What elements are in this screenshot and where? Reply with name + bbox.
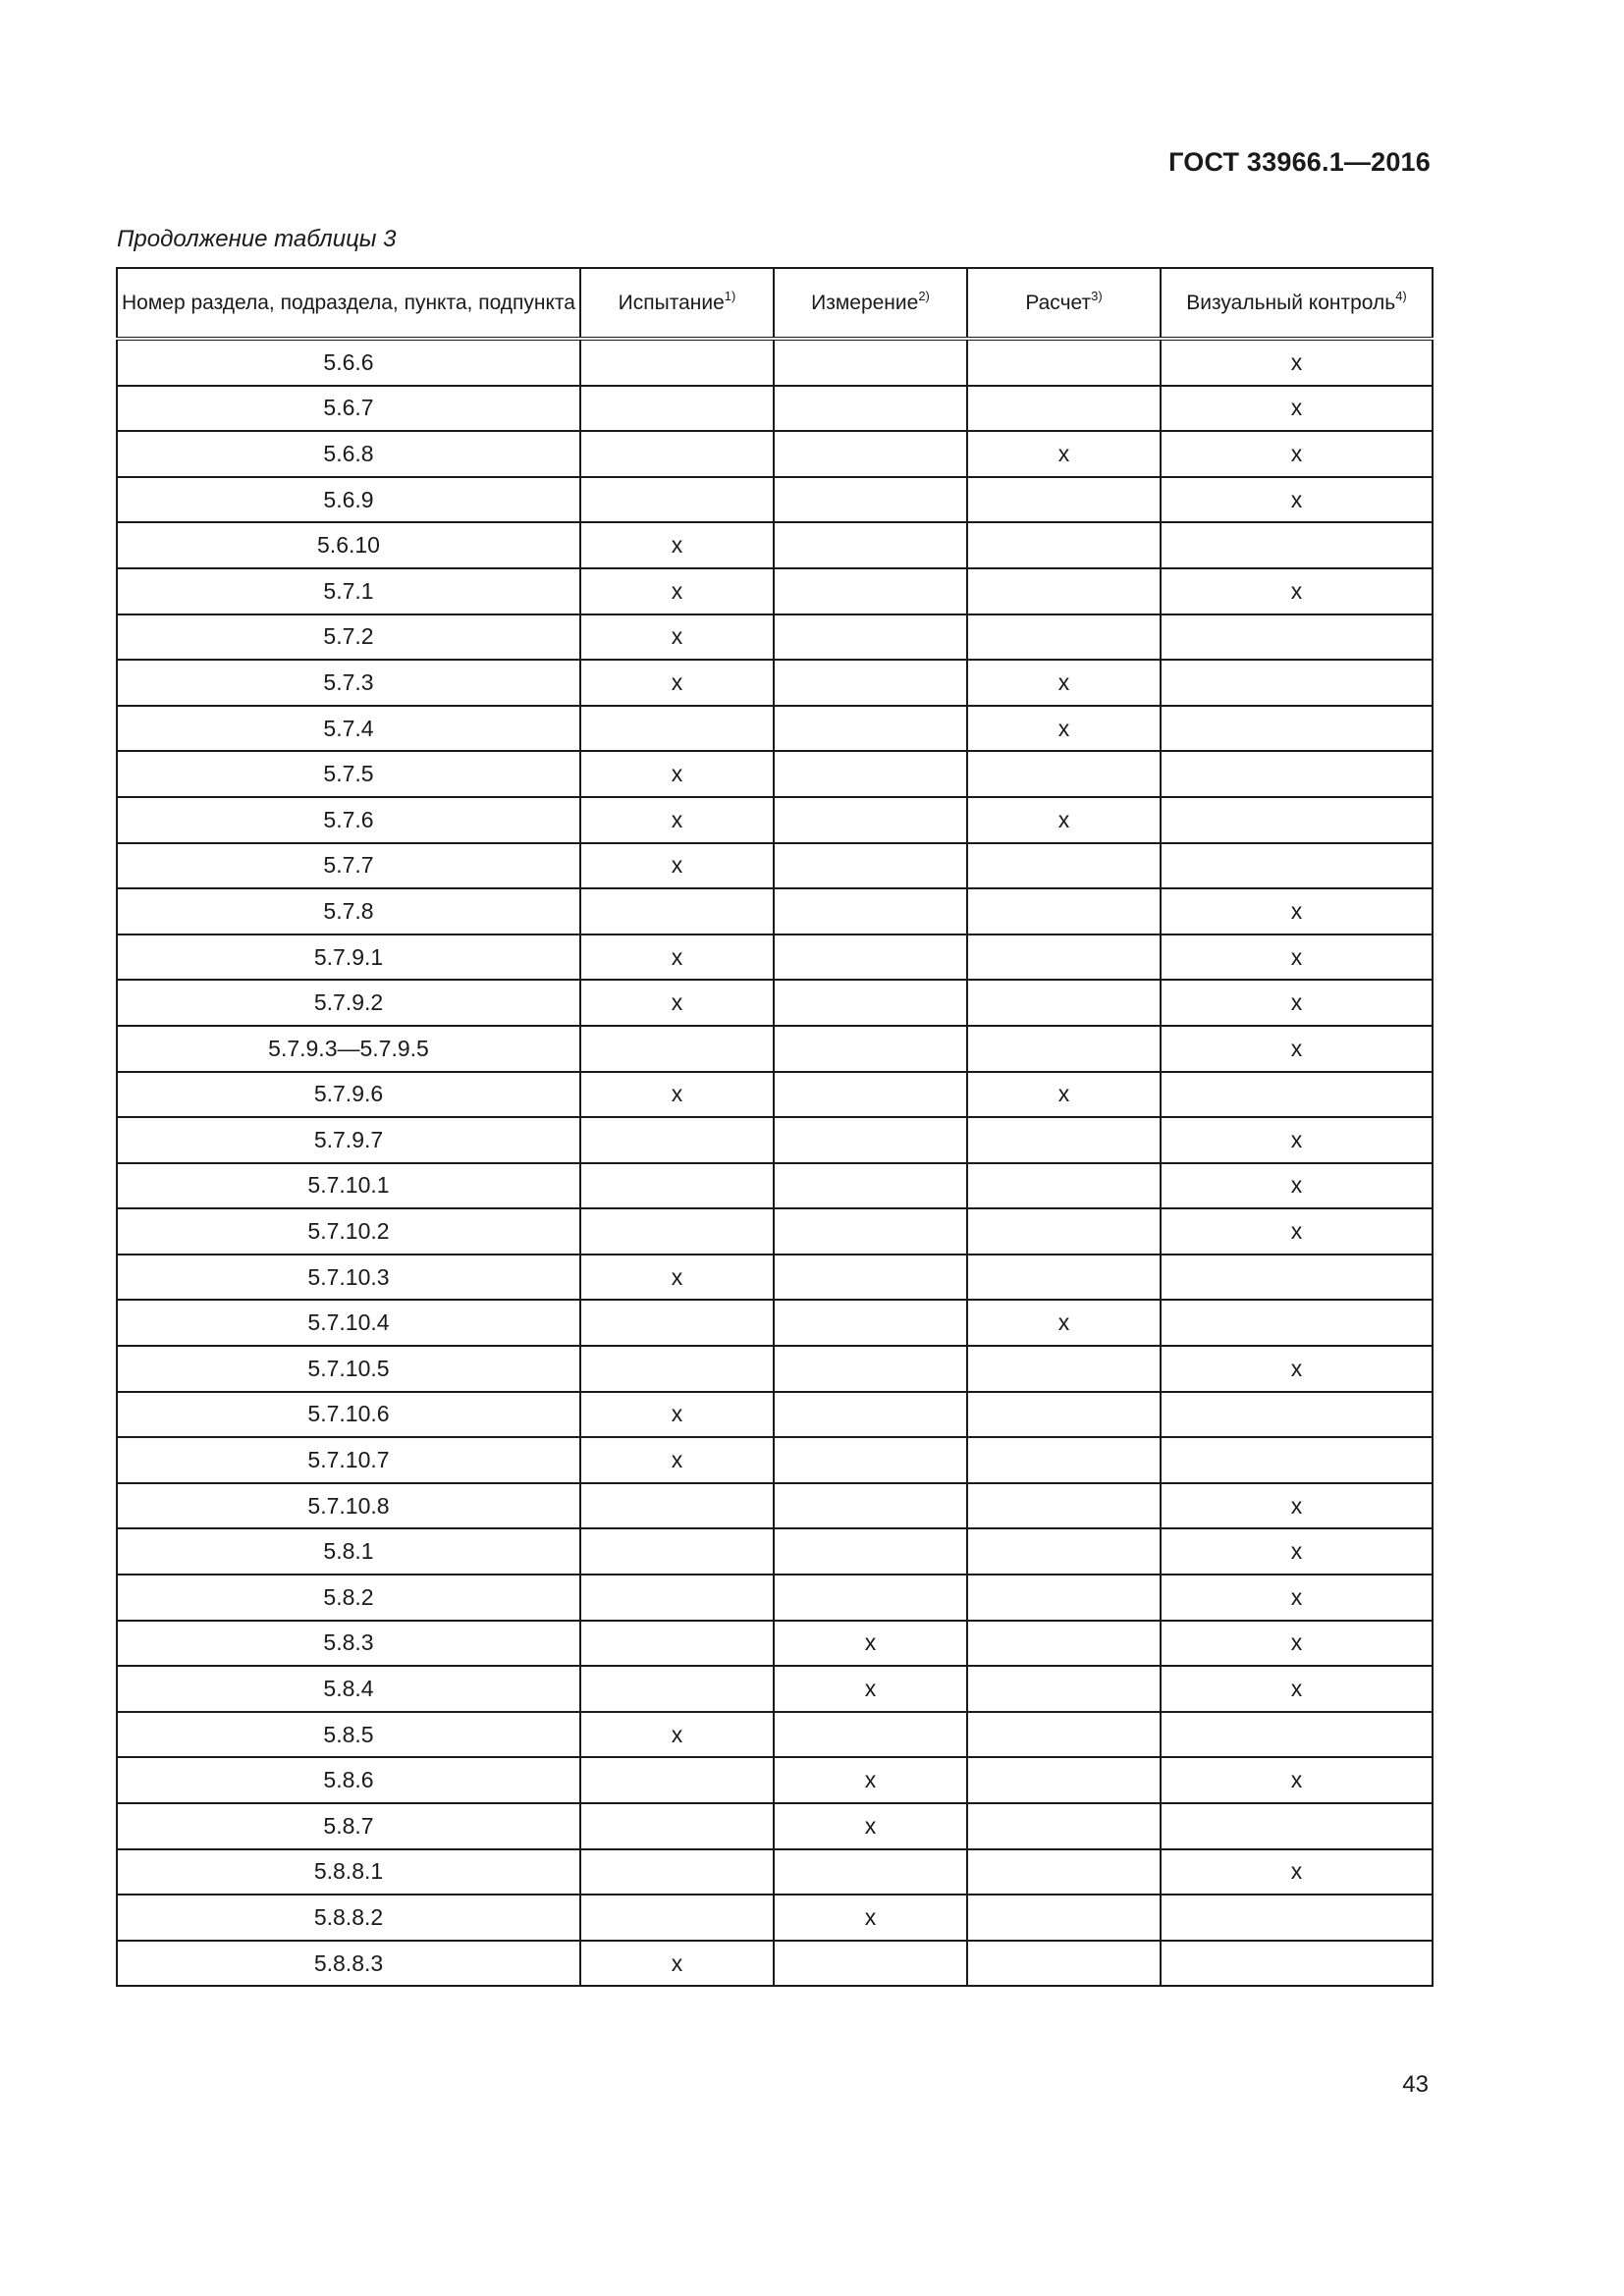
- test-cell: [580, 1666, 774, 1712]
- test-cell: [580, 1621, 774, 1667]
- test-cell: x: [580, 1437, 774, 1483]
- table-row: [117, 1255, 1433, 1301]
- section-number-cell: 5.7.9.2: [117, 980, 580, 1026]
- visual-inspection-cell: x: [1161, 888, 1433, 934]
- visual-inspection-cell: x: [1161, 1117, 1433, 1163]
- measurement-cell: [774, 888, 967, 934]
- table-row: [117, 980, 1433, 1026]
- measurement-cell: [774, 1392, 967, 1438]
- measurement-cell: [774, 477, 967, 523]
- section-number-cell: 5.7.8: [117, 888, 580, 934]
- test-cell: [580, 1163, 774, 1209]
- table-row: [117, 1528, 1433, 1575]
- section-number-cell: 5.7.9.1: [117, 934, 580, 981]
- measurement-cell: [774, 1117, 967, 1163]
- visual-inspection-cell: [1161, 1392, 1433, 1438]
- measurement-cell: x: [774, 1666, 967, 1712]
- test-cell: [580, 1528, 774, 1575]
- measurement-cell: x: [774, 1803, 967, 1849]
- table-row: [117, 614, 1433, 661]
- calculation-cell: [967, 1666, 1161, 1712]
- visual-inspection-cell: x: [1161, 1483, 1433, 1529]
- test-cell: x: [580, 1712, 774, 1758]
- test-cell: [580, 1026, 774, 1072]
- section-number-cell: 5.8.8.1: [117, 1849, 580, 1896]
- measurement-cell: x: [774, 1895, 967, 1941]
- visual-inspection-cell: x: [1161, 1208, 1433, 1255]
- table-row: [117, 1849, 1433, 1896]
- table-row: [117, 751, 1433, 797]
- calculation-cell: [967, 1803, 1161, 1849]
- visual-inspection-cell: [1161, 1895, 1433, 1941]
- table-row: [117, 706, 1433, 752]
- section-number-cell: 5.8.2: [117, 1575, 580, 1621]
- calculation-cell: x: [967, 1072, 1161, 1118]
- column-header-visual-inspection: Визуальный контроль$^{4)}$: [1161, 268, 1433, 339]
- section-number-cell: 5.7.10.1: [117, 1163, 580, 1209]
- measurement-cell: [774, 797, 967, 843]
- calculation-cell: [967, 1849, 1161, 1896]
- test-cell: x: [580, 1392, 774, 1438]
- test-cell: [580, 1117, 774, 1163]
- table-row: [117, 568, 1433, 614]
- test-cell: x: [580, 751, 774, 797]
- visual-inspection-cell: [1161, 522, 1433, 568]
- section-number-cell: 5.8.8.2: [117, 1895, 580, 1941]
- section-number-cell: 5.7.9.3—5.7.9.5: [117, 1026, 580, 1072]
- section-number-cell: 5.7.10.8: [117, 1483, 580, 1529]
- footnote-ref: 4): [1395, 288, 1407, 303]
- measurement-cell: [774, 1072, 967, 1118]
- test-cell: [580, 1803, 774, 1849]
- test-cell: [580, 1757, 774, 1803]
- section-number-cell: 5.7.2: [117, 614, 580, 661]
- visual-inspection-cell: [1161, 1712, 1433, 1758]
- calculation-cell: [967, 934, 1161, 981]
- section-number-cell: 5.7.7: [117, 843, 580, 889]
- table-row: [117, 1300, 1433, 1346]
- table-row: [117, 339, 1433, 386]
- calculation-cell: [967, 1208, 1161, 1255]
- test-cell: [580, 477, 774, 523]
- table-row: [117, 1575, 1433, 1621]
- calculation-cell: [967, 888, 1161, 934]
- measurement-cell: [774, 1849, 967, 1896]
- calculation-cell: [967, 1392, 1161, 1438]
- test-cell: [580, 1483, 774, 1529]
- section-number-cell: 5.7.1: [117, 568, 580, 614]
- table-row: [117, 431, 1433, 477]
- section-number-cell: 5.6.8: [117, 431, 580, 477]
- measurement-cell: [774, 1575, 967, 1621]
- measurement-cell: [774, 1712, 967, 1758]
- table-row: [117, 1712, 1433, 1758]
- visual-inspection-cell: [1161, 1941, 1433, 1987]
- visual-inspection-cell: x: [1161, 1528, 1433, 1575]
- table-row: [117, 1757, 1433, 1803]
- calculation-cell: [967, 1712, 1161, 1758]
- visual-inspection-cell: x: [1161, 1621, 1433, 1667]
- calculation-cell: [967, 1528, 1161, 1575]
- test-cell: [580, 1895, 774, 1941]
- section-number-cell: 5.8.3: [117, 1621, 580, 1667]
- test-cell: x: [580, 1072, 774, 1118]
- table-row: [117, 934, 1433, 981]
- calculation-cell: [967, 1575, 1161, 1621]
- section-number-cell: 5.6.6: [117, 339, 580, 386]
- measurement-cell: [774, 980, 967, 1026]
- calculation-cell: [967, 1483, 1161, 1529]
- section-number-cell: 5.8.5: [117, 1712, 580, 1758]
- table-row: [117, 797, 1433, 843]
- visual-inspection-cell: x: [1161, 1666, 1433, 1712]
- test-cell: x: [580, 660, 774, 706]
- measurement-cell: [774, 660, 967, 706]
- measurement-cell: [774, 386, 967, 432]
- test-cell: x: [580, 797, 774, 843]
- visual-inspection-cell: [1161, 843, 1433, 889]
- measurement-cell: [774, 1208, 967, 1255]
- table-row: [117, 477, 1433, 523]
- measurement-cell: [774, 751, 967, 797]
- visual-inspection-cell: x: [1161, 1163, 1433, 1209]
- table-row: [117, 1437, 1433, 1483]
- calculation-cell: [967, 1437, 1161, 1483]
- measurement-cell: [774, 1300, 967, 1346]
- visual-inspection-cell: x: [1161, 1757, 1433, 1803]
- section-number-cell: 5.6.9: [117, 477, 580, 523]
- footnote-ref: 1): [724, 288, 736, 303]
- table-row: [117, 1346, 1433, 1392]
- measurement-cell: [774, 1163, 967, 1209]
- visual-inspection-cell: [1161, 1803, 1433, 1849]
- calculation-cell: [967, 1941, 1161, 1987]
- table-row: [117, 1072, 1433, 1118]
- measurement-cell: [774, 1346, 967, 1392]
- visual-inspection-cell: x: [1161, 339, 1433, 386]
- calculation-cell: [967, 1621, 1161, 1667]
- footnote-ref: 3): [1091, 288, 1103, 303]
- test-cell: [580, 386, 774, 432]
- section-number-cell: 5.7.9.7: [117, 1117, 580, 1163]
- table-row: [117, 1392, 1433, 1438]
- table-row: [117, 843, 1433, 889]
- calculation-cell: x: [967, 797, 1161, 843]
- measurement-cell: x: [774, 1621, 967, 1667]
- calculation-cell: [967, 751, 1161, 797]
- visual-inspection-cell: [1161, 1072, 1433, 1118]
- measurement-cell: [774, 522, 967, 568]
- test-cell: [580, 1208, 774, 1255]
- table-row: [117, 1026, 1433, 1072]
- calculation-cell: [967, 980, 1161, 1026]
- table-row: [117, 1941, 1433, 1987]
- visual-inspection-cell: x: [1161, 934, 1433, 981]
- section-number-cell: 5.8.4: [117, 1666, 580, 1712]
- visual-inspection-cell: [1161, 706, 1433, 752]
- section-number-cell: 5.7.10.6: [117, 1392, 580, 1438]
- test-cell: [580, 339, 774, 386]
- section-number-cell: 5.7.10.4: [117, 1300, 580, 1346]
- test-cell: x: [580, 1941, 774, 1987]
- calculation-cell: [967, 1757, 1161, 1803]
- measurement-cell: [774, 568, 967, 614]
- visual-inspection-cell: x: [1161, 386, 1433, 432]
- calculation-cell: x: [967, 706, 1161, 752]
- test-cell: [580, 888, 774, 934]
- section-number-cell: 5.6.7: [117, 386, 580, 432]
- calculation-cell: [967, 522, 1161, 568]
- section-number-cell: 5.8.7: [117, 1803, 580, 1849]
- visual-inspection-cell: [1161, 660, 1433, 706]
- visual-inspection-cell: x: [1161, 1575, 1433, 1621]
- calculation-cell: x: [967, 660, 1161, 706]
- test-cell: [580, 1575, 774, 1621]
- calculation-cell: [967, 1117, 1161, 1163]
- measurement-cell: [774, 1255, 967, 1301]
- table-header-row: [117, 268, 1433, 339]
- calculation-cell: [967, 386, 1161, 432]
- test-cell: x: [580, 614, 774, 661]
- table-caption: Продолжение таблицы 3: [117, 226, 397, 252]
- measurement-cell: [774, 1483, 967, 1529]
- measurement-cell: [774, 431, 967, 477]
- table-row: [117, 522, 1433, 568]
- test-cell: [580, 706, 774, 752]
- test-cell: x: [580, 1255, 774, 1301]
- test-cell: [580, 431, 774, 477]
- table-row: [117, 386, 1433, 432]
- section-number-cell: 5.7.6: [117, 797, 580, 843]
- measurement-cell: [774, 1941, 967, 1987]
- calculation-cell: [967, 1026, 1161, 1072]
- table-row: [117, 888, 1433, 934]
- calculation-cell: [967, 568, 1161, 614]
- visual-inspection-cell: [1161, 614, 1433, 661]
- measurement-cell: [774, 1437, 967, 1483]
- measurement-cell: [774, 934, 967, 981]
- calculation-cell: x: [967, 431, 1161, 477]
- visual-inspection-cell: [1161, 1255, 1433, 1301]
- calculation-cell: [967, 1346, 1161, 1392]
- measurement-cell: [774, 1528, 967, 1575]
- visual-inspection-cell: x: [1161, 568, 1433, 614]
- calculation-cell: [967, 1255, 1161, 1301]
- test-cell: x: [580, 980, 774, 1026]
- calculation-cell: x: [967, 1300, 1161, 1346]
- measurement-cell: [774, 1026, 967, 1072]
- test-cell: x: [580, 843, 774, 889]
- visual-inspection-cell: x: [1161, 1026, 1433, 1072]
- table-row: [117, 1666, 1433, 1712]
- section-number-cell: 5.8.6: [117, 1757, 580, 1803]
- section-number-cell: 5.7.3: [117, 660, 580, 706]
- visual-inspection-cell: [1161, 751, 1433, 797]
- table-row: [117, 1208, 1433, 1255]
- measurement-cell: [774, 843, 967, 889]
- table-row: [117, 1621, 1433, 1667]
- column-header-test: Испытание$^{1)}$: [580, 268, 774, 339]
- test-cell: x: [580, 568, 774, 614]
- test-cell: [580, 1849, 774, 1896]
- table-row: [117, 1163, 1433, 1209]
- footnote-ref: 2): [918, 288, 930, 303]
- section-number-cell: 5.7.5: [117, 751, 580, 797]
- table-row: [117, 1483, 1433, 1529]
- standard-header: ГОСТ 33966.1—2016: [1168, 147, 1431, 177]
- calculation-cell: [967, 339, 1161, 386]
- test-cell: [580, 1346, 774, 1392]
- visual-inspection-cell: x: [1161, 1346, 1433, 1392]
- page-number: 43: [1402, 2071, 1429, 2098]
- section-number-cell: 5.7.10.5: [117, 1346, 580, 1392]
- section-number-cell: 5.7.4: [117, 706, 580, 752]
- column-header-section-number: Номер раздела, подраздела, пункта, подпункта: [117, 268, 580, 339]
- test-cell: [580, 1300, 774, 1346]
- calculation-cell: [967, 477, 1161, 523]
- table-row: [117, 1803, 1433, 1849]
- section-number-cell: 5.7.10.2: [117, 1208, 580, 1255]
- test-cell: x: [580, 934, 774, 981]
- visual-inspection-cell: [1161, 1300, 1433, 1346]
- calculation-cell: [967, 843, 1161, 889]
- section-number-cell: 5.6.10: [117, 522, 580, 568]
- visual-inspection-cell: x: [1161, 477, 1433, 523]
- test-cell: x: [580, 522, 774, 568]
- table-row: [117, 1117, 1433, 1163]
- measurement-cell: [774, 706, 967, 752]
- table-row: [117, 1895, 1433, 1941]
- visual-inspection-cell: x: [1161, 1849, 1433, 1896]
- requirements-table: [116, 267, 1434, 1987]
- visual-inspection-cell: [1161, 797, 1433, 843]
- column-header-measurement: Измерение$^{2)}$: [774, 268, 967, 339]
- measurement-cell: [774, 339, 967, 386]
- section-number-cell: 5.8.8.3: [117, 1941, 580, 1987]
- calculation-cell: [967, 1163, 1161, 1209]
- calculation-cell: [967, 1895, 1161, 1941]
- measurement-cell: [774, 614, 967, 661]
- section-number-cell: 5.7.10.7: [117, 1437, 580, 1483]
- column-header-calculation: Расчет$^{3)}$: [967, 268, 1161, 339]
- measurement-cell: x: [774, 1757, 967, 1803]
- calculation-cell: [967, 614, 1161, 661]
- visual-inspection-cell: x: [1161, 431, 1433, 477]
- table-body: [117, 339, 1433, 1986]
- visual-inspection-cell: x: [1161, 980, 1433, 1026]
- section-number-cell: 5.7.9.6: [117, 1072, 580, 1118]
- table-row: [117, 660, 1433, 706]
- section-number-cell: 5.8.1: [117, 1528, 580, 1575]
- visual-inspection-cell: [1161, 1437, 1433, 1483]
- section-number-cell: 5.7.10.3: [117, 1255, 580, 1301]
